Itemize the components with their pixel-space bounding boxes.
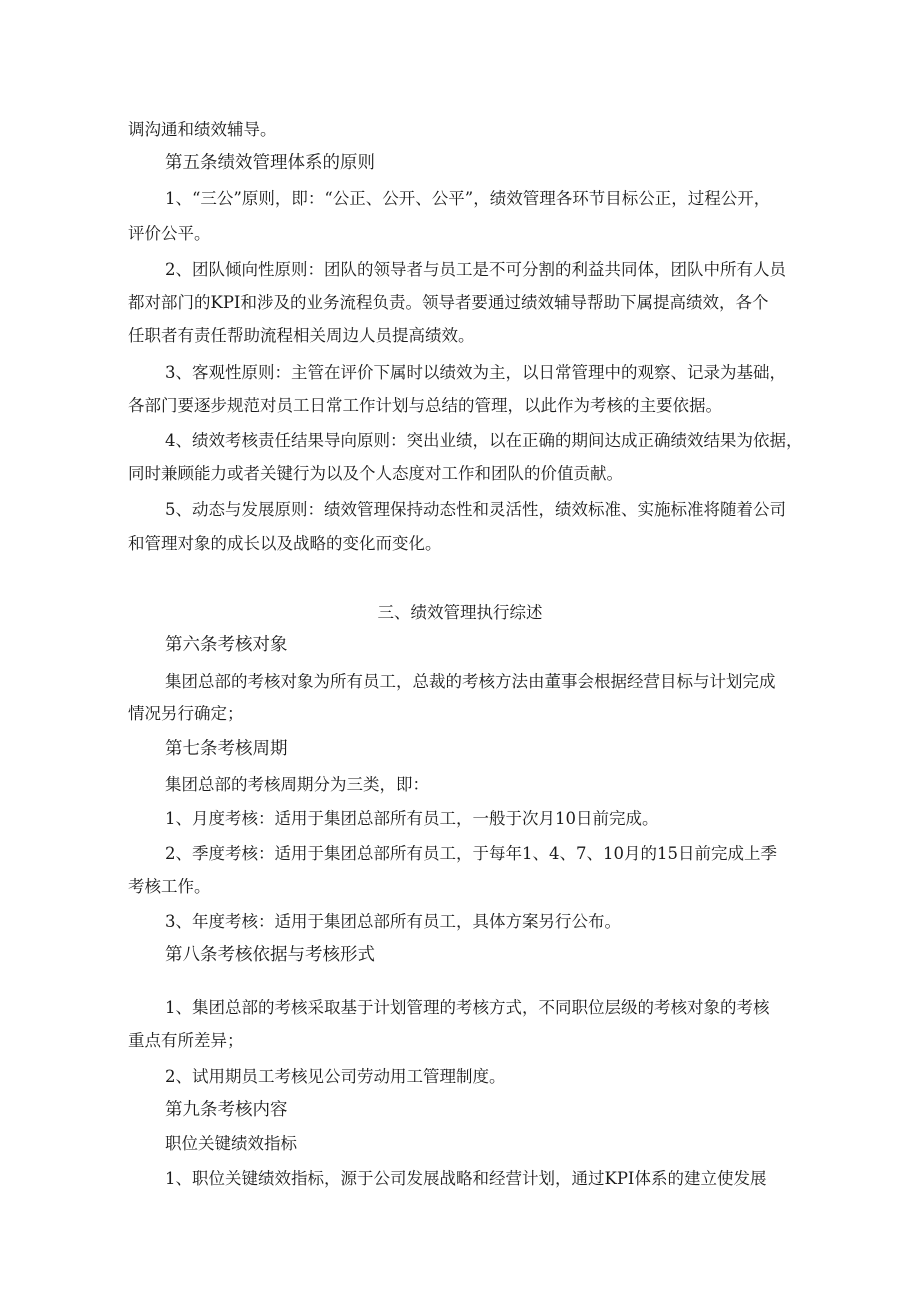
text-line: 3、年度考核：适用于集团总部所有员工，具体方案另行公布。 xyxy=(165,912,621,931)
article-6-heading: 第六条考核对象 xyxy=(165,635,288,655)
text-line: 各部门要逐步规范对员工日常工作计划与总结的管理，以此作为考核的主要依据。 xyxy=(128,396,722,415)
text-line: 3、客观性原则：主管在评价下属时以绩效为主，以日常管理中的观察、记录为基础， xyxy=(165,363,786,382)
text-line: 1、集团总部的考核采取基于计划管理的考核方式，不同职位层级的考核对象的考核 xyxy=(165,998,770,1017)
section-3-title: 三、绩效管理执行综述 xyxy=(377,603,543,622)
text-line: 1、“三公”原则，即：“公正、公开、公平”，绩效管理各环节目标公正，过程公开， xyxy=(165,189,771,208)
text-line: 集团总部的考核对象为所有员工，总裁的考核方法由董事会根据经营目标与计划完成 xyxy=(165,672,776,691)
text-line: 5、动态与发展原则：绩效管理保持动态性和灵活性，绩效标准、实施标准将随着公司 xyxy=(165,500,786,519)
text-line: 同时兼顾能力或者关键行为以及个人态度对工作和团队的价值贡献。 xyxy=(128,464,623,483)
text-line: 2、季度考核：适用于集团总部所有员工，于每年1、4、7、10月的15日前完成上季 xyxy=(165,844,777,863)
text-line: 职位关键绩效指标 xyxy=(165,1134,297,1153)
text-line: 重点有所差异； xyxy=(128,1031,244,1050)
text-line: 1、职位关键绩效指标，源于公司发展战略和经营计划，通过KPI体系的建立使发展 xyxy=(165,1169,767,1188)
text-line: 任职者有责任帮助流程相关周边人员提高绩效。 xyxy=(128,326,475,345)
text-line: 情况另行确定； xyxy=(128,704,244,723)
text-line: 集团总部的考核周期分为三类，即： xyxy=(165,775,429,794)
article-5-heading: 第五条绩效管理体系的原则 xyxy=(165,153,375,173)
text-line: 4、绩效考核责任结果导向原则：突出业绩，以在正确的期间达成正确绩效结果为依据， xyxy=(165,431,803,450)
article-7-heading: 第七条考核周期 xyxy=(165,739,288,759)
text-line: 2、团队倾向性原则：团队的领导者与员工是不可分割的利益共同体，团队中所有人员 xyxy=(165,260,786,279)
article-9-heading: 第九条考核内容 xyxy=(165,1100,288,1120)
text-line: 2、试用期员工考核见公司劳动用工管理制度。 xyxy=(165,1067,506,1086)
article-8-heading: 第八条考核依据与考核形式 xyxy=(165,945,375,965)
text-line: 评价公平。 xyxy=(128,224,211,243)
text-line: 和管理对象的成长以及战略的变化而变化。 xyxy=(128,534,442,553)
text-line: 调沟通和绩效辅导。 xyxy=(128,120,277,139)
text-line: 考核工作。 xyxy=(128,877,211,896)
text-line: 1、月度考核：适用于集团总部所有员工，一般于次月10日前完成。 xyxy=(165,809,659,828)
text-line: 都对部门的KPI和涉及的业务流程负责。领导者要通过绩效辅导帮助下属提高绩效，各个 xyxy=(128,293,769,312)
